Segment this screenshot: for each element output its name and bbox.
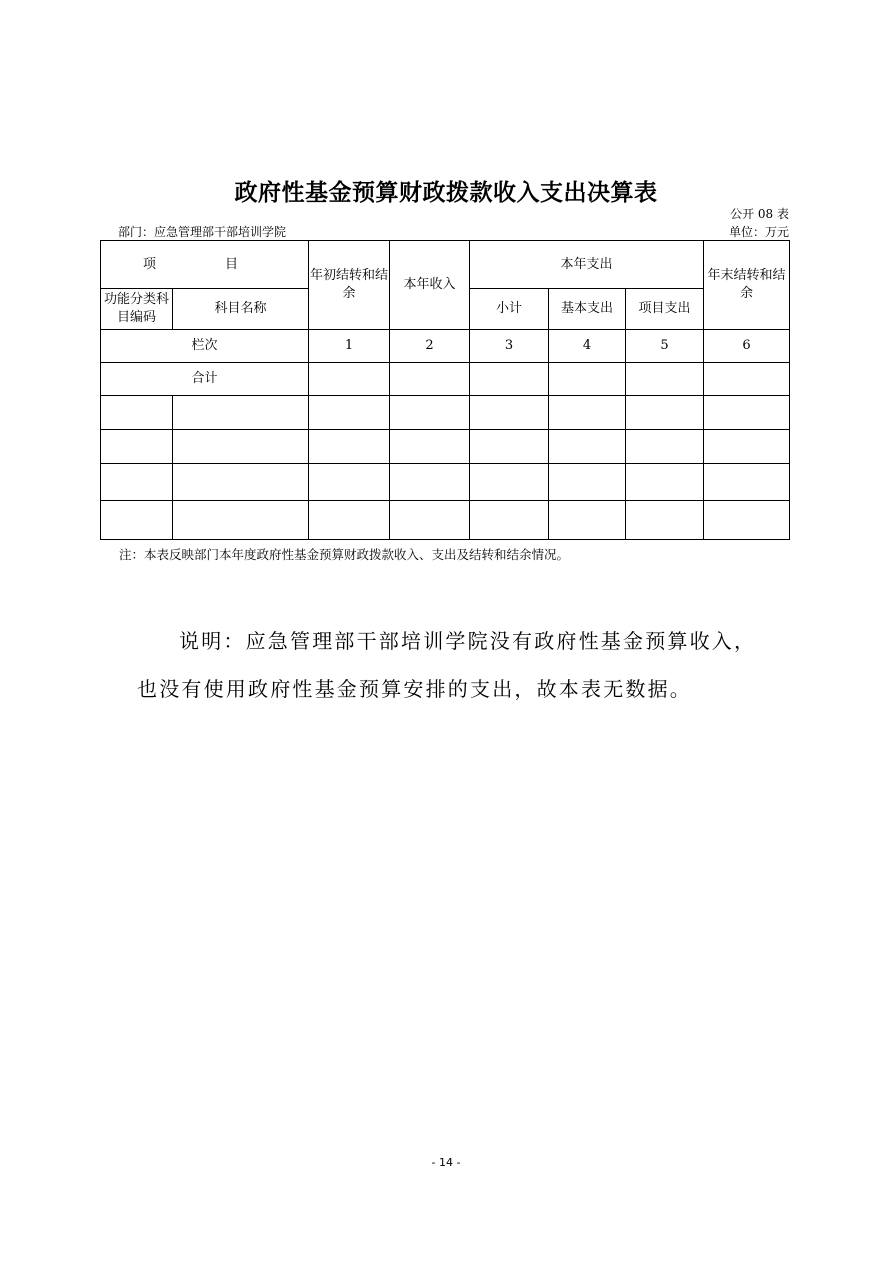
header-basic-expense: 基本支出	[549, 289, 626, 330]
column-number: 6	[704, 330, 790, 363]
total-cell	[626, 363, 704, 396]
description-text: 说明：应急管理部干部培训学院没有政府性基金预算收入，也没有使用政府性基金预算安排的支出，故本表无数据。	[137, 629, 757, 701]
column-number: 3	[470, 330, 549, 363]
page-number: - 14 -	[431, 1156, 461, 1169]
page-title: 政府性基金预算财政拨款收入支出决算表	[234, 180, 658, 206]
table-row	[101, 396, 790, 430]
header-item: 项 目	[101, 241, 309, 289]
form-number: 公开 08 表	[730, 207, 789, 221]
department-label: 部门：应急管理部干部培训学院	[118, 225, 287, 239]
description	[137, 617, 777, 713]
header-subject-name: 科目名称	[173, 289, 309, 330]
header-project-expense: 项目支出	[626, 289, 704, 330]
header-func-code: 功能分类科目编码	[101, 289, 173, 330]
column-number: 4	[549, 330, 626, 363]
column-number: 2	[390, 330, 470, 363]
column-order-label: 栏次	[101, 330, 309, 363]
total-cell	[549, 363, 626, 396]
table-row	[101, 501, 790, 540]
column-number: 5	[626, 330, 704, 363]
table-row	[101, 430, 790, 464]
total-label: 合计	[101, 363, 309, 396]
header-subtotal: 小计	[470, 289, 549, 330]
header-year-expense: 本年支出	[470, 241, 704, 289]
total-cell	[390, 363, 470, 396]
header-end-balance: 年末结转和结余	[704, 241, 790, 330]
column-number: 1	[309, 330, 390, 363]
table-row	[101, 464, 790, 501]
table-note: 注：本表反映部门本年度政府性基金预算财政拨款收入、支出及结转和结余情况。	[119, 547, 570, 562]
total-cell	[309, 363, 390, 396]
header-begin-balance: 年初结转和结余	[309, 241, 390, 330]
header-year-income: 本年收入	[390, 241, 470, 330]
budget-table	[100, 240, 790, 540]
total-cell	[470, 363, 549, 396]
total-cell	[704, 363, 790, 396]
unit-label: 单位：万元	[728, 225, 789, 239]
